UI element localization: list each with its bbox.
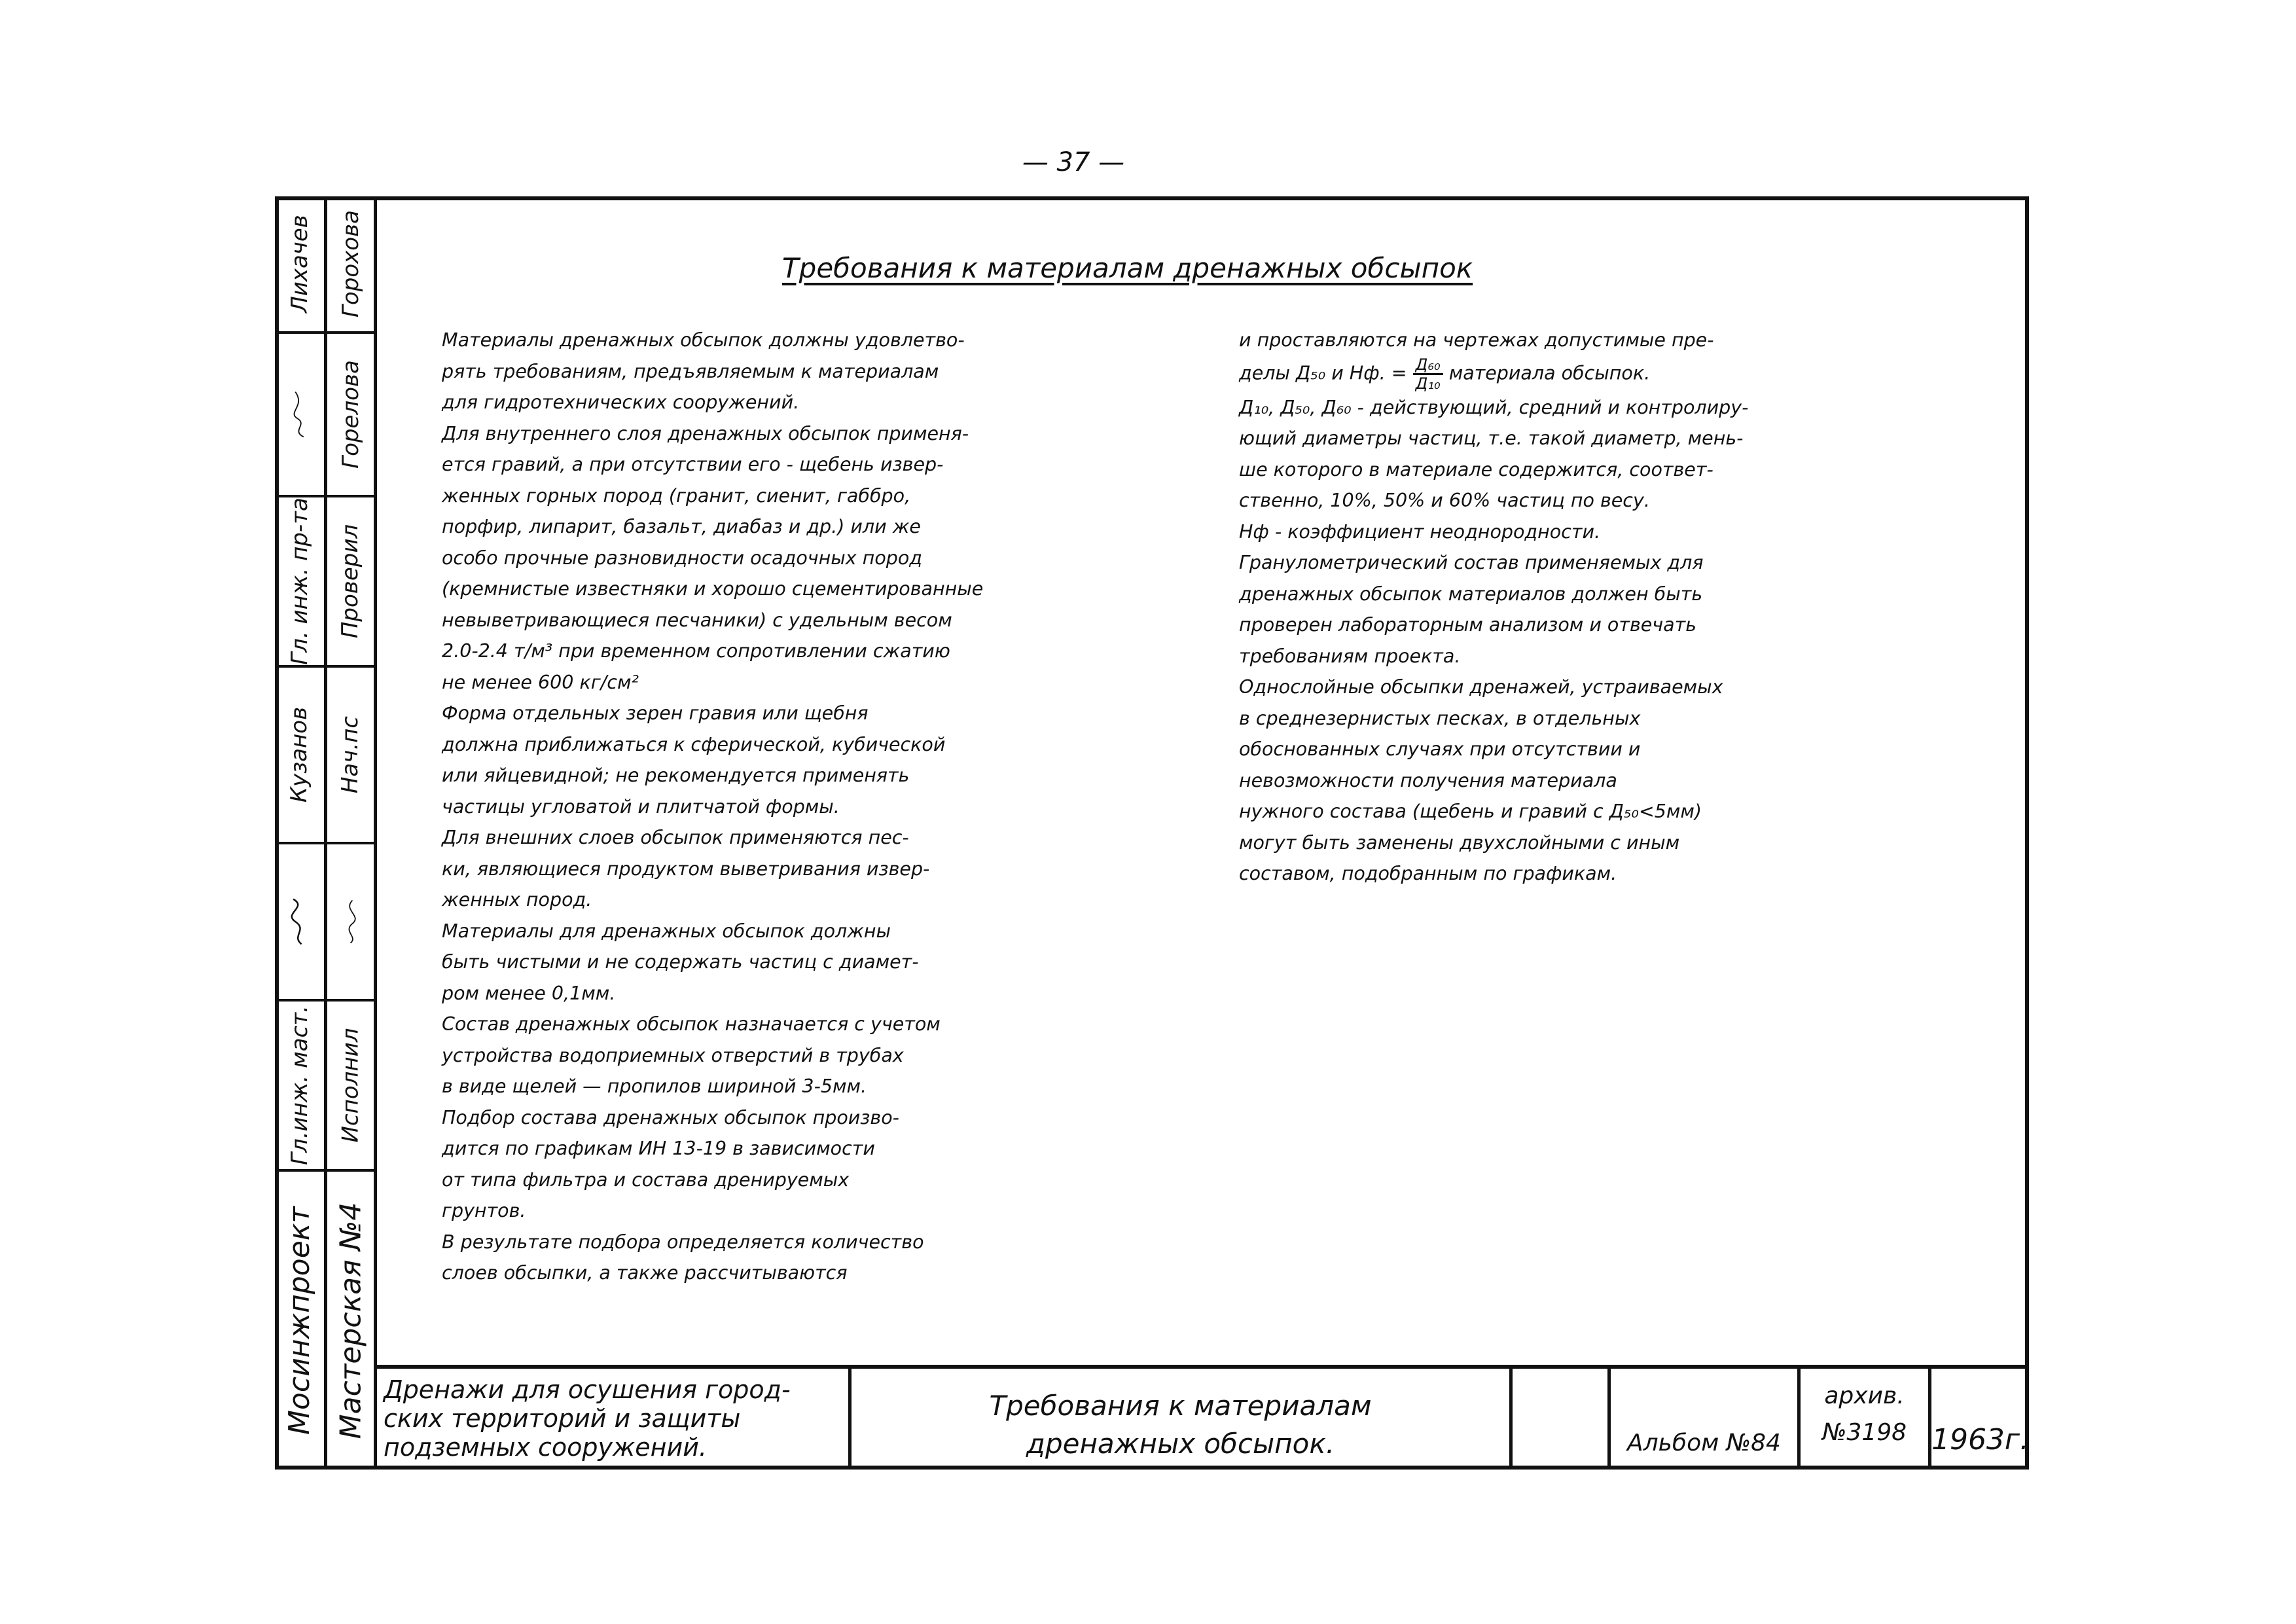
- stamp-role-chief-engineer: Гл. инж. пр-та: [286, 497, 313, 665]
- text-line: обоснованных случаях при отсутствии и: [1239, 738, 1641, 760]
- text-line: быть чистыми и не содержать частиц с диамет-: [442, 951, 919, 973]
- text-line: Д₁₀, Д₅₀, Д₆₀ - действующий, средний и контролиру-: [1239, 396, 1749, 418]
- text-line: рять требованиям, предъявляемым к материалам: [442, 360, 939, 382]
- text-line: ственно, 10%, 50% и 60% частиц по весу.: [1239, 490, 1650, 511]
- text-line: Для внутреннего слоя дренажных обсыпок применя-: [442, 422, 969, 444]
- left-text-column: [442, 325, 1188, 1289]
- right-text-column: [1239, 325, 1965, 890]
- stamp-organization: Мосинжпроект: [283, 1206, 317, 1435]
- text-line: должна приближаться к сферической, кубической: [442, 733, 946, 755]
- stamp-cell-name-3: [327, 196, 374, 334]
- stamp-name-likhachev: Лихачев: [286, 215, 313, 313]
- document-title: Требования к материалам дренажных обсыпок: [782, 252, 1473, 284]
- stamp-cell-signature-3: [327, 844, 374, 1001]
- fraction-numerator: Д₆₀: [1413, 356, 1443, 375]
- text-line: Материалы для дренажных обсыпок должны: [442, 920, 891, 942]
- signature-icon: [334, 899, 367, 945]
- text-line: особо прочные разновидности осадочных пород: [442, 547, 922, 569]
- text-line: проверен лабораторным анализом и отвечать: [1239, 614, 1696, 636]
- stamp-cell-role-4: [327, 668, 374, 844]
- text-line: нужного состава (щебень и гравий с Д₅₀<5мм): [1239, 801, 1702, 822]
- title-block: [377, 1365, 2029, 1470]
- text-line: ется гравий, а при отсутствии его - щебень извер-: [442, 454, 944, 475]
- text-line: для гидротехнических сооружений.: [442, 391, 800, 413]
- text-line: женных горных пород (гранит, сиенит, габбро,: [442, 484, 911, 507]
- stamp-column-1: [275, 196, 327, 1470]
- title-block-description: [377, 1369, 852, 1470]
- text-line: порфир, липарит, базальт, диабаз и др.) или же: [442, 516, 921, 537]
- text-line: Материалы дренажных обсыпок должны удовлетво-: [442, 329, 965, 351]
- stamp-cell-name-4: [327, 334, 374, 497]
- stamp-cell-signature-1: [275, 334, 324, 497]
- stamp-role-checked: Проверил: [337, 524, 364, 639]
- text-line: слоев обсыпки, а также рассчитываются: [442, 1262, 848, 1284]
- text-line: Для внешних слоев обсыпок применяются пес-: [442, 827, 909, 848]
- text-line: в среднезернистых песках, в отдельных: [1239, 707, 1641, 729]
- formula-prefix: делы Д₅₀ и Нф. =: [1239, 362, 1413, 384]
- text-line: Нф - коэффициент неоднородности.: [1239, 520, 1601, 543]
- text-line: требованиям проекта.: [1239, 645, 1461, 667]
- archive-label: архив.: [1824, 1382, 1905, 1409]
- title-block-year: 1963г.: [1931, 1423, 2030, 1456]
- title-block-album: Альбом №84: [1611, 1369, 1801, 1470]
- text-line: не менее 600 кг/см²: [442, 671, 639, 693]
- text-line: составом, подобранным по графикам.: [1239, 863, 1617, 884]
- stamp-role-head: Нач.пс: [337, 715, 364, 794]
- stamp-cell-name-1: [275, 196, 324, 334]
- signature-icon: [283, 390, 316, 439]
- title-block-archive: [1801, 1369, 1931, 1470]
- stamp-cell-signature-2: [275, 844, 324, 1001]
- title-block-empty-cell: [1513, 1369, 1611, 1470]
- title-line: Требования к материалам: [989, 1390, 1372, 1422]
- title-block-title: [852, 1369, 1513, 1470]
- stamp-name-gorelova: Горелова: [337, 360, 364, 469]
- text-line: (кремнистые известняки и хорошо сцементированные: [442, 578, 984, 600]
- stamp-cell-role-5: [327, 1001, 374, 1172]
- text-line: и проставляются на чертежах допустимые пре-: [1239, 329, 1714, 351]
- text-line: устройства водоприемных отверстий в трубах: [442, 1044, 904, 1066]
- stamp-cell-role-2: [275, 1001, 324, 1172]
- stamp-name-gorokhova: Горохова: [337, 210, 364, 317]
- description-line: ских территорий и защиты: [384, 1404, 741, 1433]
- title-line: дренажных обсыпок.: [1026, 1428, 1335, 1460]
- stamp-column-2: [327, 196, 377, 1470]
- text-line: Гранулометрический состав применяемых для: [1239, 552, 1704, 573]
- archive-number: №3198: [1821, 1419, 1907, 1446]
- fraction: [1413, 356, 1443, 392]
- stamp-cell-workshop: [327, 1172, 374, 1470]
- text-line: грунтов.: [442, 1200, 526, 1221]
- stamp-role-executed: Исполнил: [337, 1028, 364, 1143]
- fraction-denominator: Д₁₀: [1415, 374, 1441, 393]
- description-line: подземных сооружений.: [384, 1433, 707, 1462]
- text-line: ки, являющиеся продуктом выветривания извер-: [442, 857, 930, 880]
- signature-icon: [283, 897, 316, 947]
- text-line: невыветривающиеся песчаники) с удельным весом: [442, 609, 952, 631]
- description-line: Дренажи для осушения город-: [384, 1375, 791, 1404]
- text-line: 2.0-2.4 т/м³ при временном сопротивлении сжатию: [442, 640, 950, 662]
- text-line: в виде щелей — пропилов шириной 3-5мм.: [442, 1075, 867, 1097]
- text-line: ром менее 0,1мм.: [442, 982, 616, 1004]
- stamp-role-chief-workshop: Гл.инж. маст.: [286, 1005, 313, 1165]
- text-line: или яйцевидной; не рекомендуется применять: [442, 765, 910, 786]
- stamp-cell-role-3: [327, 497, 374, 668]
- text-line: Форма отдельных зерен гравия или щебня: [442, 702, 869, 724]
- text-line: Подбор состава дренажных обсыпок произво-: [442, 1106, 899, 1128]
- stamp-name-kuzanov: Кузанов: [286, 706, 313, 803]
- text-line: частицы угловатой и плитчатой формы.: [442, 795, 840, 818]
- text-line: могут быть заменены двухслойными с иным: [1239, 831, 1680, 854]
- text-line: дится по графикам ИН 13-19 в зависимости: [442, 1138, 875, 1159]
- formula-suffix: материала обсыпок.: [1443, 362, 1651, 384]
- text-line: Однослойные обсыпки дренажей, устраиваемых: [1239, 676, 1723, 698]
- text-line: дренажных обсыпок материалов должен быть: [1239, 583, 1703, 605]
- text-line: женных пород.: [442, 889, 592, 911]
- text-line: от типа фильтра и состава дренируемых: [442, 1168, 850, 1191]
- stamp-cell-role-1: [275, 497, 324, 668]
- stamp-cell-name-2: [275, 668, 324, 844]
- text-line: ше которого в материале содержится, соответ-: [1239, 458, 1713, 480]
- text-line: В результате подбора определяется количество: [442, 1231, 924, 1253]
- text-line: ющий диаметры частиц, т.е. такой диаметр, мень-: [1239, 427, 1744, 449]
- stamp-workshop: Мастерская №4: [334, 1202, 368, 1439]
- stamp-cell-org: [275, 1172, 324, 1470]
- text-line: Состав дренажных обсыпок назначается с учетом: [442, 1013, 941, 1035]
- text-line: невозможности получения материала: [1239, 769, 1617, 791]
- page-number: — 37 —: [1022, 147, 1125, 177]
- text-line-formula: [1239, 356, 1965, 392]
